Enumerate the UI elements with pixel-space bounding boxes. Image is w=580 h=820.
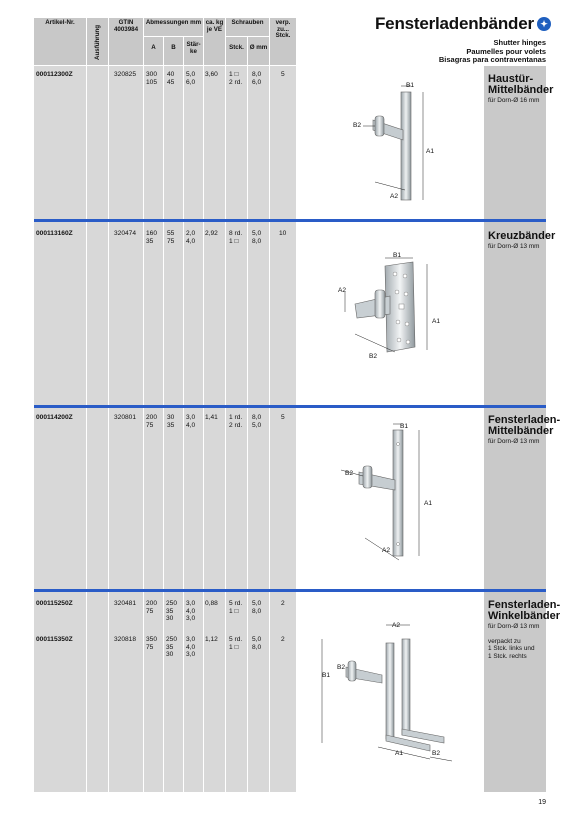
hinge-diagram-winkel: [318, 617, 468, 777]
dim-a: 350 75: [146, 636, 158, 651]
label-a2: A2: [382, 547, 391, 554]
gtin-value: 320481: [114, 600, 137, 607]
label-b1: B1: [393, 252, 402, 259]
column-artikel: [34, 66, 86, 792]
dim-b: 40 45: [167, 71, 175, 86]
dim-a: 160 35: [146, 230, 158, 245]
dim-b: 250 35 30: [166, 600, 178, 623]
product-subtitle: für Dorn-Ø 13 mm verpackt zu 1 Stck. links und 1 Stck. rechts: [488, 623, 540, 660]
thickness: 3,0 4,0 3,0: [186, 600, 196, 623]
weight: 0,88: [205, 600, 218, 607]
thickness: 5,0 6,0: [186, 71, 196, 86]
subtitle-es: Bisagras para contraventanas: [438, 55, 546, 65]
weight: 1,12: [205, 636, 218, 643]
label-b2: B2: [345, 470, 354, 477]
product-subtitle: für Dorn-Ø 16 mm: [488, 97, 540, 104]
dim-a: 200 75: [146, 414, 158, 429]
label-b2: B2: [337, 664, 346, 671]
pack-size: 2: [281, 636, 285, 643]
label-a2: A2: [392, 622, 401, 629]
screw-count: 1 □ 2 rd.: [229, 71, 243, 86]
header-ausfuehrung: Ausführung: [94, 24, 101, 60]
article-number: 000114200Z: [36, 414, 73, 421]
page-number: 19: [538, 799, 546, 806]
gtin-value: 320818: [114, 636, 137, 643]
product-title: Kreuzbänder: [488, 230, 556, 242]
gtin-value: 320474: [114, 230, 137, 237]
screw-diameter: 5,0 8,0: [252, 600, 262, 615]
dim-a: 300 105: [146, 71, 158, 86]
subtitle-en: Shutter hinges: [493, 38, 546, 47]
screw-diameter: 5,0 8,0: [252, 230, 262, 245]
label-b2: B2: [353, 122, 362, 129]
hinge-diagram-haustuer: [345, 82, 465, 212]
header-verp: verp. zu... Stck.: [270, 18, 296, 65]
header-kg: ca. kg je VE: [204, 18, 225, 65]
header-schrauben: Schrauben: [226, 18, 269, 36]
page-subtitles: [439, 39, 546, 65]
article-number: 000112300Z: [36, 71, 73, 78]
label-a1: A1: [424, 500, 433, 507]
header-b: B: [164, 37, 183, 65]
section-separator: [34, 405, 546, 408]
product-subtitle: für Dorn-Ø 13 mm: [488, 438, 540, 445]
pack-size: 10: [279, 230, 287, 237]
screw-diameter: 5,0 8,0: [252, 636, 262, 651]
header-stck: Stck.: [226, 37, 247, 65]
label-b2: B2: [369, 353, 378, 360]
weight: 2,92: [205, 230, 218, 237]
label-a1: A1: [395, 750, 404, 757]
header-staerke: Stär- ke: [184, 37, 203, 65]
label-b1: B1: [400, 423, 409, 430]
thickness: 3,0 4,0: [186, 414, 196, 429]
table-header: [34, 18, 296, 65]
label-a2: A2: [390, 193, 399, 200]
label-a2: A2: [338, 287, 347, 294]
page-title: Fensterladenbänder ✦: [375, 14, 551, 34]
header-abmessungen: Abmessungen mm: [144, 18, 203, 36]
screw-count: 5 rd. 1 □: [229, 636, 243, 651]
label-b1: B1: [322, 672, 331, 679]
pack-size: 2: [281, 600, 285, 607]
gtin-value: 320825: [114, 71, 137, 78]
header-dmm: Ø mm: [248, 37, 269, 65]
screw-count: 5 rd. 1 □: [229, 600, 243, 615]
dim-b: 250 35 30: [166, 636, 178, 659]
article-number: 000115250Z: [36, 600, 73, 607]
product-title: Fensterladen- Winkelbänder: [488, 599, 561, 622]
column-kg: [204, 66, 225, 792]
screw-count: 8 rd. 1 □: [229, 230, 243, 245]
screw-count: 1 rd. 2 rd.: [229, 414, 243, 429]
dim-b: 55 75: [167, 230, 175, 245]
article-number: 000113160Z: [36, 230, 73, 237]
hinge-diagram-kreuzband: [335, 252, 465, 372]
subtitle-fr: Paumelles pour volets: [466, 46, 546, 56]
label-a1: A1: [432, 318, 441, 325]
column-gtin: [109, 66, 143, 792]
pack-size: 5: [281, 71, 285, 78]
section-separator: [34, 219, 546, 222]
screw-diameter: 8,0 5,0: [252, 414, 262, 429]
weight: 3,60: [205, 71, 218, 78]
header-artikel: Artikel-Nr.: [34, 18, 86, 65]
thickness: 2,0 4,0: [186, 230, 196, 245]
product-title: Fensterladen- Mittelbänder: [488, 414, 561, 437]
brand-badge-icon: ✦: [537, 17, 551, 31]
section-separator: [34, 589, 546, 592]
article-number: 000115350Z: [36, 636, 73, 643]
label-a1: A1: [426, 148, 435, 155]
column-verp: [270, 66, 296, 792]
header-a: A: [144, 37, 163, 65]
label-b2: B2: [432, 750, 441, 757]
hinge-diagram-fensterladen-mittel: [335, 420, 455, 570]
product-title: Haustür- Mittelbänder: [488, 73, 554, 96]
gtin-value: 320801: [114, 414, 137, 421]
thickness: 3,0 4,0 3,0: [186, 636, 196, 659]
pack-size: 5: [281, 414, 285, 421]
product-subtitle: für Dorn-Ø 13 mm: [488, 243, 540, 250]
screw-diameter: 8,0 6,0: [252, 71, 262, 86]
column-ausfuehrung: [87, 66, 108, 792]
dim-b: 30 35: [167, 414, 175, 429]
weight: 1,41: [205, 414, 218, 421]
header-gtin: GTIN 4003984: [109, 18, 143, 65]
dim-a: 200 75: [146, 600, 158, 615]
label-b1: B1: [406, 82, 415, 89]
